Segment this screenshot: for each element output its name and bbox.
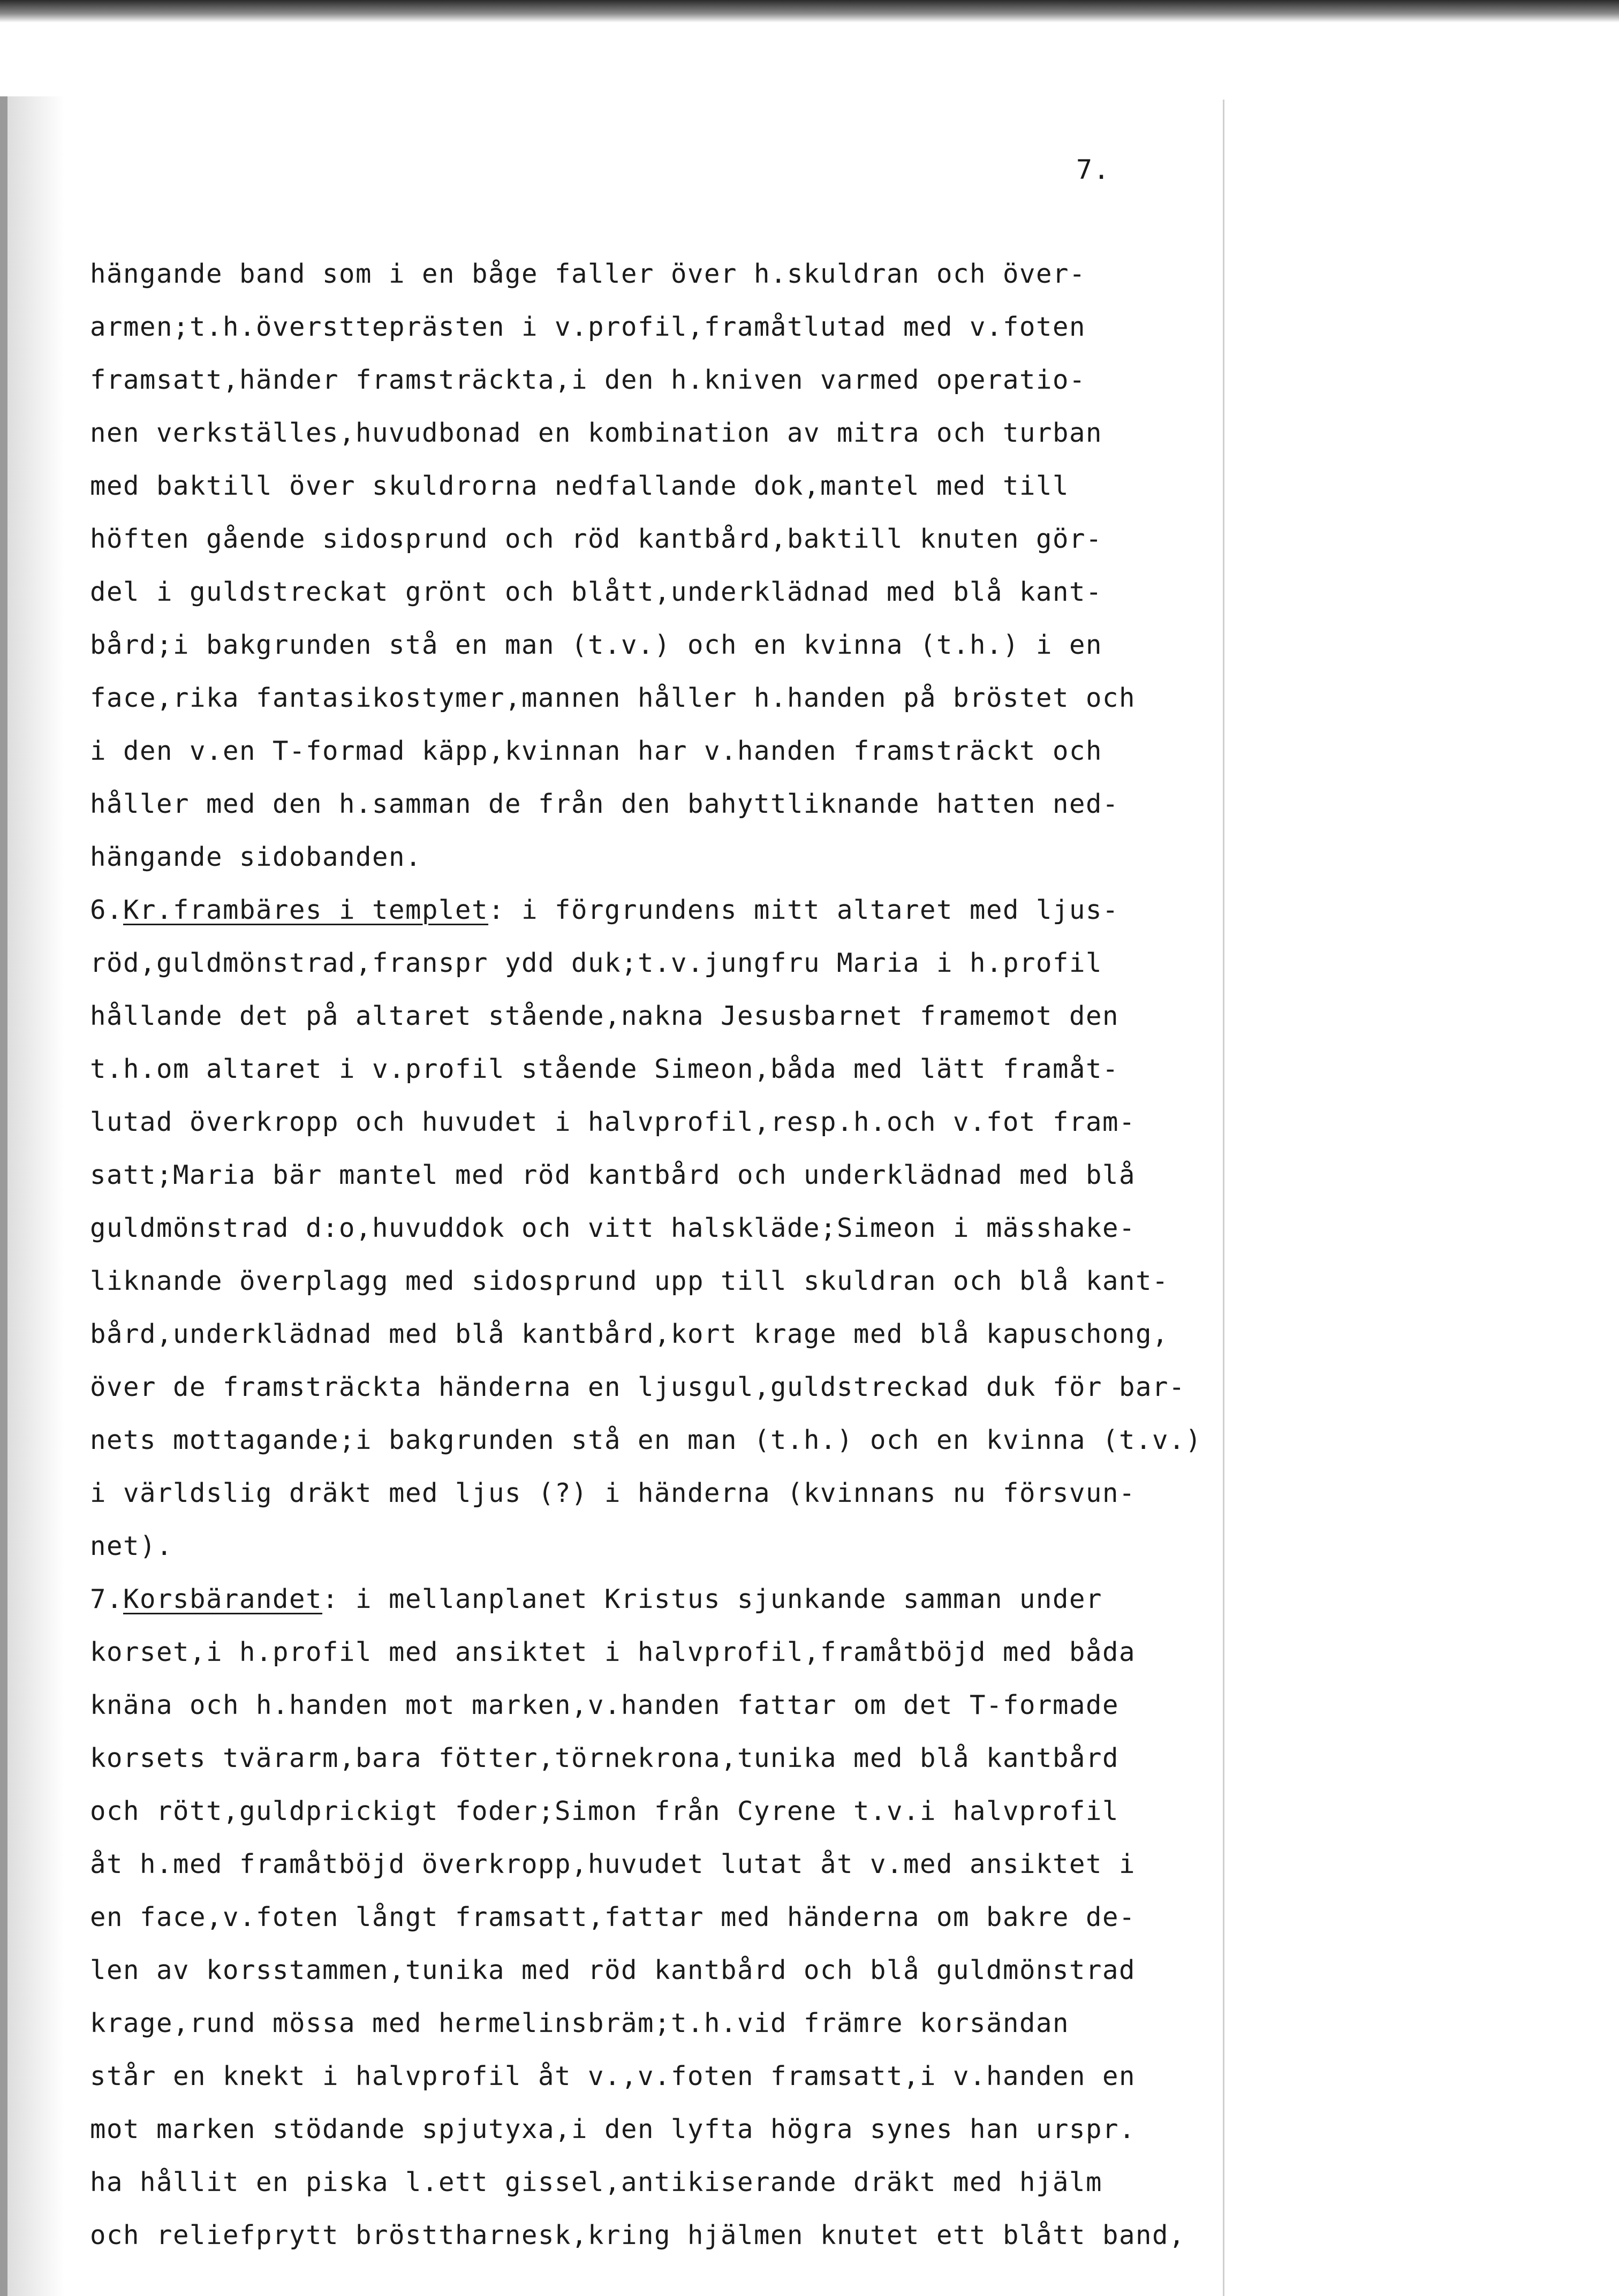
text-line: med baktill över skuldrorna nedfallande dok,mantel med till [90,471,1070,501]
text-line: i den v.en T-formad käpp,kvinnan har v.handen framsträckt och [90,736,1103,766]
page-number: 7. [1076,154,1111,185]
text-line: face,rika fantasikostymer,mannen håller h.handen på bröstet och [90,683,1136,713]
text-line: hängande band som i en båge faller över h.skuldran och över- [90,259,1086,289]
section-heading-line [90,883,1204,936]
text-line: armen;t.h.överstteprästen i v.profil,framåtlutad med v.foten [90,312,1086,342]
text-line: håller med den h.samman de från den bahyttliknande hatten ned- [90,789,1119,819]
text-line: nen verkställes,huvudbonad en kombination av mitra och turban [90,418,1103,448]
scan-left-shadow [0,96,64,2296]
text-line: guldmönstrad d:o,huvuddok och vitt halskläde;Simeon i mässhake- [90,1213,1136,1243]
section-heading-rest: : i förgrundens mitt altaret med ljus- [488,895,1119,925]
section-heading-line [90,1573,1204,1626]
text-line: korsets tvärarm,bara fötter,törnekrona,tunika med blå kantbård [90,1743,1119,1773]
text-line: t.h.om altaret i v.profil stående Simeon,båda med lätt framåt- [90,1054,1119,1084]
text-line: hängande sidobanden. [90,842,422,872]
text-line: och reliefprytt brösttharnesk,kring hjälmen knutet ett blått band, [90,2220,1186,2250]
section-heading-rest: : i mellanplanet Kristus sjunkande samman under [322,1584,1103,1614]
text-line: en face,v.foten långt framsatt,fattar med händerna om bakre de- [90,1902,1136,1932]
text-line: står en knekt i halvprofil åt v.,v.foten framsatt,i v.handen en [90,2061,1136,2091]
text-line: lutad överkropp och huvudet i halvprofil,resp.h.och v.fot fram- [90,1107,1136,1137]
section-heading: Kr.frambäres i templet [123,895,489,925]
text-line: åt h.med framåtböjd överkropp,huvudet lutat åt v.med ansiktet i [90,1849,1136,1879]
section-number: 7. [90,1584,124,1614]
text-line: höften gående sidosprund och röd kantbård,baktill knuten gör- [90,524,1103,554]
text-line: mot marken stödande spjutyxa,i den lyfta högra synes han urspr. [90,2114,1136,2144]
text-line: ha hållit en piska l.ett gissel,antikiserande dräkt med hjälm [90,2167,1103,2197]
text-line: krage,rund mössa med hermelinsbräm;t.h.vid främre korsändan [90,2008,1070,2038]
scan-top-shadow [0,0,1619,22]
text-line: bård;i bakgrunden stå en man (t.v.) och en kvinna (t.h.) i en [90,630,1103,660]
scan-left-edge [0,96,7,2296]
text-line: korset,i h.profil med ansiktet i halvprofil,framåtböjd med båda [90,1637,1136,1667]
text-line: i världslig dräkt med ljus (?) i händerna (kvinnans nu försvun- [90,1478,1136,1508]
text-line: hållande det på altaret stående,nakna Jesusbarnet framemot den [90,1001,1119,1031]
text-line: framsatt,händer framsträckta,i den h.kniven varmed operatio- [90,365,1086,395]
text-line: satt;Maria bär mantel med röd kantbård och underklädnad med blå [90,1160,1136,1190]
text-line: liknande överplagg med sidosprund upp till skuldran och blå kant- [90,1266,1169,1296]
text-line: len av korsstammen,tunika med röd kantbård och blå guldmönstrad [90,1955,1136,1985]
text-line: net). [90,1531,173,1561]
text-line: och rött,guldprickigt foder;Simon från Cyrene t.v.i halvprofil [90,1796,1119,1826]
text-line: del i guldstreckat grönt och blått,underklädnad med blå kant- [90,577,1103,607]
text-line: nets mottagande;i bakgrunden stå en man (t.h.) och en kvinna (t.v.) [90,1425,1202,1455]
page-edge-rule [1223,100,1224,2296]
typewritten-body [90,247,1204,2262]
text-line: över de framsträckta händerna en ljusgul,guldstreckad duk för bar- [90,1372,1186,1402]
text-line: bård,underklädnad med blå kantbård,kort krage med blå kapuschong, [90,1319,1169,1349]
text-line: knäna och h.handen mot marken,v.handen fattar om det T-formade [90,1690,1119,1720]
section-number: 6. [90,895,124,925]
text-line: röd,guldmönstrad,franspr ydd duk;t.v.jungfru Maria i h.profil [90,948,1103,978]
section-heading: Korsbärandet [123,1584,323,1614]
